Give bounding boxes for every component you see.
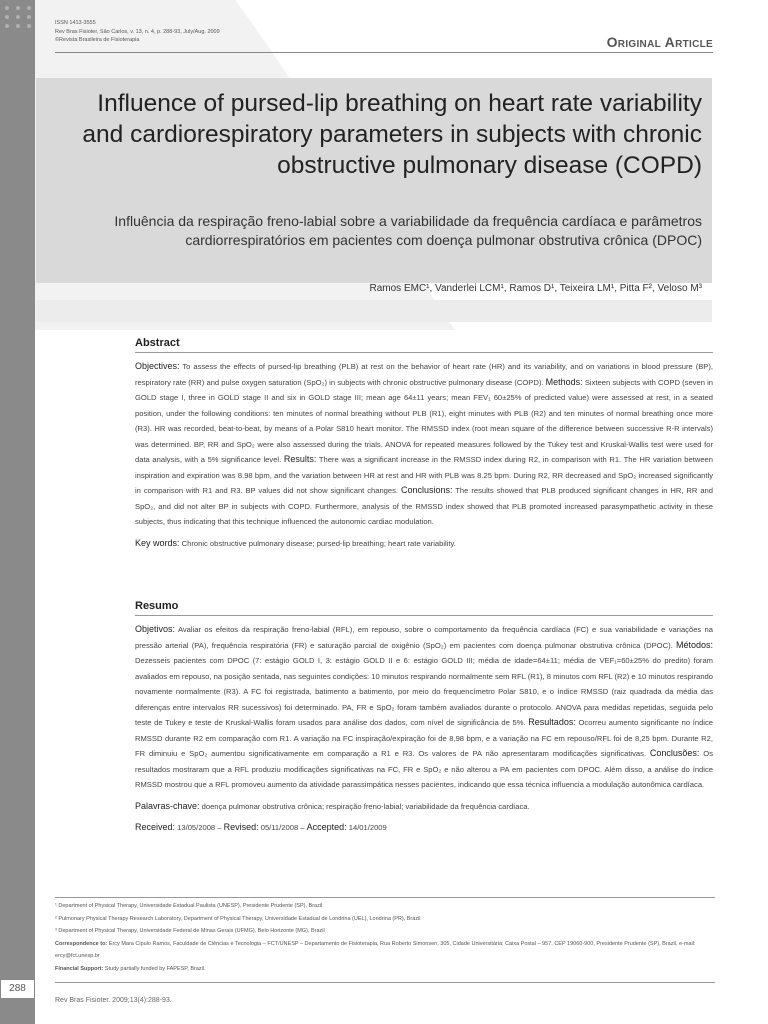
keywords xyxy=(135,536,713,552)
copyright: ©Revista Brasileira de Fisioterapia xyxy=(55,37,140,43)
objetivos-label: Objetivos: xyxy=(135,624,176,634)
resultados-text: Ocorreu aumento significante no índice RMSSD durante R2 em comparação com R1. A variação na FC inspiração/expiração foi de 8,98 bpm, e a variação na FC em repouso/RFL foi de 8,25 bpm. Durante R2, FR diminuiu e SpO₂ aumentou significativamente em comparação a R1 e R3. Os valores de PA não apresentaram modificações significativas. xyxy=(135,718,713,758)
abstract-heading: Abstract xyxy=(135,337,180,349)
palavras-chave xyxy=(135,799,713,815)
abstract-body xyxy=(135,359,713,530)
page-number: 288 xyxy=(0,979,35,999)
keywords-text: Chronic obstructive pulmonary disease; pursed-lip breathing; heart rate variability. xyxy=(179,538,456,548)
journal-header-meta xyxy=(55,19,220,45)
revised-label: Revised: xyxy=(223,822,259,832)
methods-text: Sixteen subjects with COPD (seven in GOLD stage I, three in GOLD stage II and six in GOLD stage III; mean age 64±11 years; mean FEV₁ 60±25% of predicted value) were assessed at rest, in a seated position, under the following conditions: ten minutes of normal breathing without PLB (R1), eight minutes with PLB (R2) and ten minutes of normal breathing once more (R3). HR was recorded, beat-to-beat, by means of a Polar S810 heart monitor. The RMSSD index (root mean square of the difference between successive R-R intervals) was determined. BP, RR and SpO₂ were also assessed during the trials. ANOVA for repeated measures followed by the Tukey test and Kruskal-Wallis test were used for data analysis, with a 5% significance level. xyxy=(135,377,713,464)
methods-label: Methods: xyxy=(545,376,583,387)
resumo-section xyxy=(135,600,713,836)
objectives-text: To assess the effects of pursed-lip breathing (PLB) at rest on the behavior of heart rate (HR) and its variability, and on variations in blood pressure (BP), respiratory rate (RR) and pulse oxygen saturation (SpO₂) in subjects with chronic obstructive pulmonary disease (COPD). xyxy=(135,362,713,387)
abstract-divider xyxy=(135,352,713,353)
conclusions-label: Conclusions: xyxy=(400,485,453,495)
palavras-text: doença pulmonar obstrutiva crônica; respiração freno-labial; variabilidade da frequência cardíaca. xyxy=(199,801,530,811)
abstract-section xyxy=(135,337,713,551)
bottom-citation: Rev Bras Fisioter. 2009;13(4):288-93. xyxy=(55,997,172,1004)
metodos-label: Métodos: xyxy=(675,639,713,650)
article-subtitle: Influência da respiração freno-labial sobre a variabilidade da frequência cardíaca e parâmetros cardiorrespiratórios em pacientes com doença pulmonar obstrutiva crônica (DPOC) xyxy=(114,213,702,248)
resumo-body xyxy=(135,622,713,793)
results-label: Results: xyxy=(283,454,317,464)
affiliation-1: ¹ Department of Physical Therapy, Universidade Estadual Paulista (UNESP), Presidente Prudente (SP), Brazil xyxy=(55,903,323,909)
resultados-label: Resultados: xyxy=(528,717,576,727)
palavras-label: Palavras-chave: xyxy=(135,800,200,811)
author-bar xyxy=(36,300,712,322)
received-date: 13/05/2008 – xyxy=(175,823,224,832)
resumo-divider xyxy=(135,615,713,616)
page-sidebar xyxy=(0,0,35,1024)
funding-text: Study partially funded by FAPESP, Brazil. xyxy=(103,965,206,972)
conclusions-text: The results showed that PLB produced significant changes in HR, RR and SpO₂, and did not alter BP in subjects with COPD. Furthermore, analysis of the RMSSD index showed that PLB promoted increased parasympathetic activity in these subjects, thus indicating that this technique influenced the autonomic cardiac modulation. xyxy=(135,486,713,526)
results-text: There was a significant increase in the RMSSD index during R2, in comparison with R1. The HR variation between inspiration and expiration was 8.98 bpm, and the variation between HR at rest and HR with PLB was 8.25 bpm. During R2, RR decreased and SpO₂ increased significantly in comparison with R1 and R3. BP values did not show significant changes. xyxy=(135,455,714,495)
accepted-label: Accepted: xyxy=(306,822,347,832)
resumo-heading: Resumo xyxy=(135,600,179,612)
bottom-divider xyxy=(55,982,715,983)
correspondence-label: Correspondence to: xyxy=(55,940,108,947)
correspondence xyxy=(55,938,715,963)
section-label: Original Article xyxy=(606,34,713,50)
objectives-label: Objectives: xyxy=(135,361,180,371)
article-title: Influence of pursed-lip breathing on heart rate variability and cardiorespiratory parameters in subjects with chronic obstructive pulmonary disease (COPD) xyxy=(82,90,702,179)
footnote-divider xyxy=(55,897,715,898)
article-dates xyxy=(135,820,713,836)
metodos-text: Dezesseis pacientes com DPOC (7: estágio GOLD I, 3: estágio GOLD II e 6: estágio GOLD III; média de idade=64±11; média de VEF₁=60±25% do predito) foram avaliados em repouso, na posição sentada, nas seguintes condições: 10 minutos respirando normalmente sem RFL (R1), 8 minutos com RFL (R2) e 10 minutos respirando novamente normalmente (R3). A FC foi registrada, batimento a batimento, por meio do frequencímetro Polar S810, e o índice RMSSD (raiz quadrada da média das diferenças entre intervalos RR sucessivos) foi determinado. PA, FR e SpO₂ foram também avaliados durante o protocolo. ANOVA para medidas repetidas, seguida pelo teste de Tukey e teste de Kruskal-Wallis foram usados para análise dos dados, com nível de significância de 5%. xyxy=(135,656,713,727)
affiliation-2: ² Pulmonary Physical Therapy Research Laboratory, Department of Physical Therapy, Universidade Estadual de Londrina (UEL), Londrina (PR), Brazil xyxy=(55,915,421,922)
journal-citation: Rev Bras Fisioter, São Carlos, v. 13, n. 4, p. 288-93, July/Aug. 2009 xyxy=(55,28,220,35)
conclusoes-text: Os resultados mostraram que a RFL produziu modificações significativas na FC, FR e SpO₂ e não alterou a PA em pacientes com DPOC. Além disso, a análise do índice RMSSD mostrou que a RFL promoveu aumento da atividade parassimpática nesses pacientes, indicando que essa técnica influencia a modulação autonômica cardíaca. xyxy=(135,749,713,789)
received-label: Received: xyxy=(135,822,176,832)
issn: ISSN 1413-3555 xyxy=(55,20,96,26)
dots-ornament xyxy=(5,6,33,28)
revised-date: 05/11/2008 – xyxy=(258,823,307,832)
footnotes xyxy=(55,900,715,975)
conclusoes-label: Conclusões: xyxy=(649,748,700,758)
affiliation-3: ³ Department of Physical Therapy, Universidade Federal de Minas Gerais (UFMG), Belo Horizonte (MG), Brazil xyxy=(55,928,325,934)
keywords-label: Key words: xyxy=(135,537,180,548)
financial-support xyxy=(55,963,715,976)
author-list: Ramos EMC¹, Vanderlei LCM¹, Ramos D¹, Teixeira LM¹, Pitta F², Veloso M³ xyxy=(369,283,702,294)
correspondence-text: Ercy Mara Cipulo Ramos, Faculdade de Ciências e Tecnologia – FCT/UNESP – Departamento de Fisioterapia, Rua Roberto Simonsen, 305, Cidade Universitária; Caixa Postal – 957, CEP 19060-900, Presidente Prudente (SP), Brazil, e-mail: ercy@fct.unesp.br xyxy=(55,940,696,959)
header-divider xyxy=(55,52,713,53)
objetivos-text: Avaliar os efeitos da respiração freno-labial (RFL), em repouso, sobre o comportamento da frequência cardíaca (FC) e sua variabilidade e variações na pressão arterial (PA), frequência respiratória (FR) e saturação parcial de oxigênio (SpO₂) em pacientes com doença pulmonar obstrutiva crônica (DPOC). xyxy=(135,625,713,650)
funding-label: Financial Support: xyxy=(55,965,104,972)
accepted-date: 14/01/2009 xyxy=(346,823,387,832)
